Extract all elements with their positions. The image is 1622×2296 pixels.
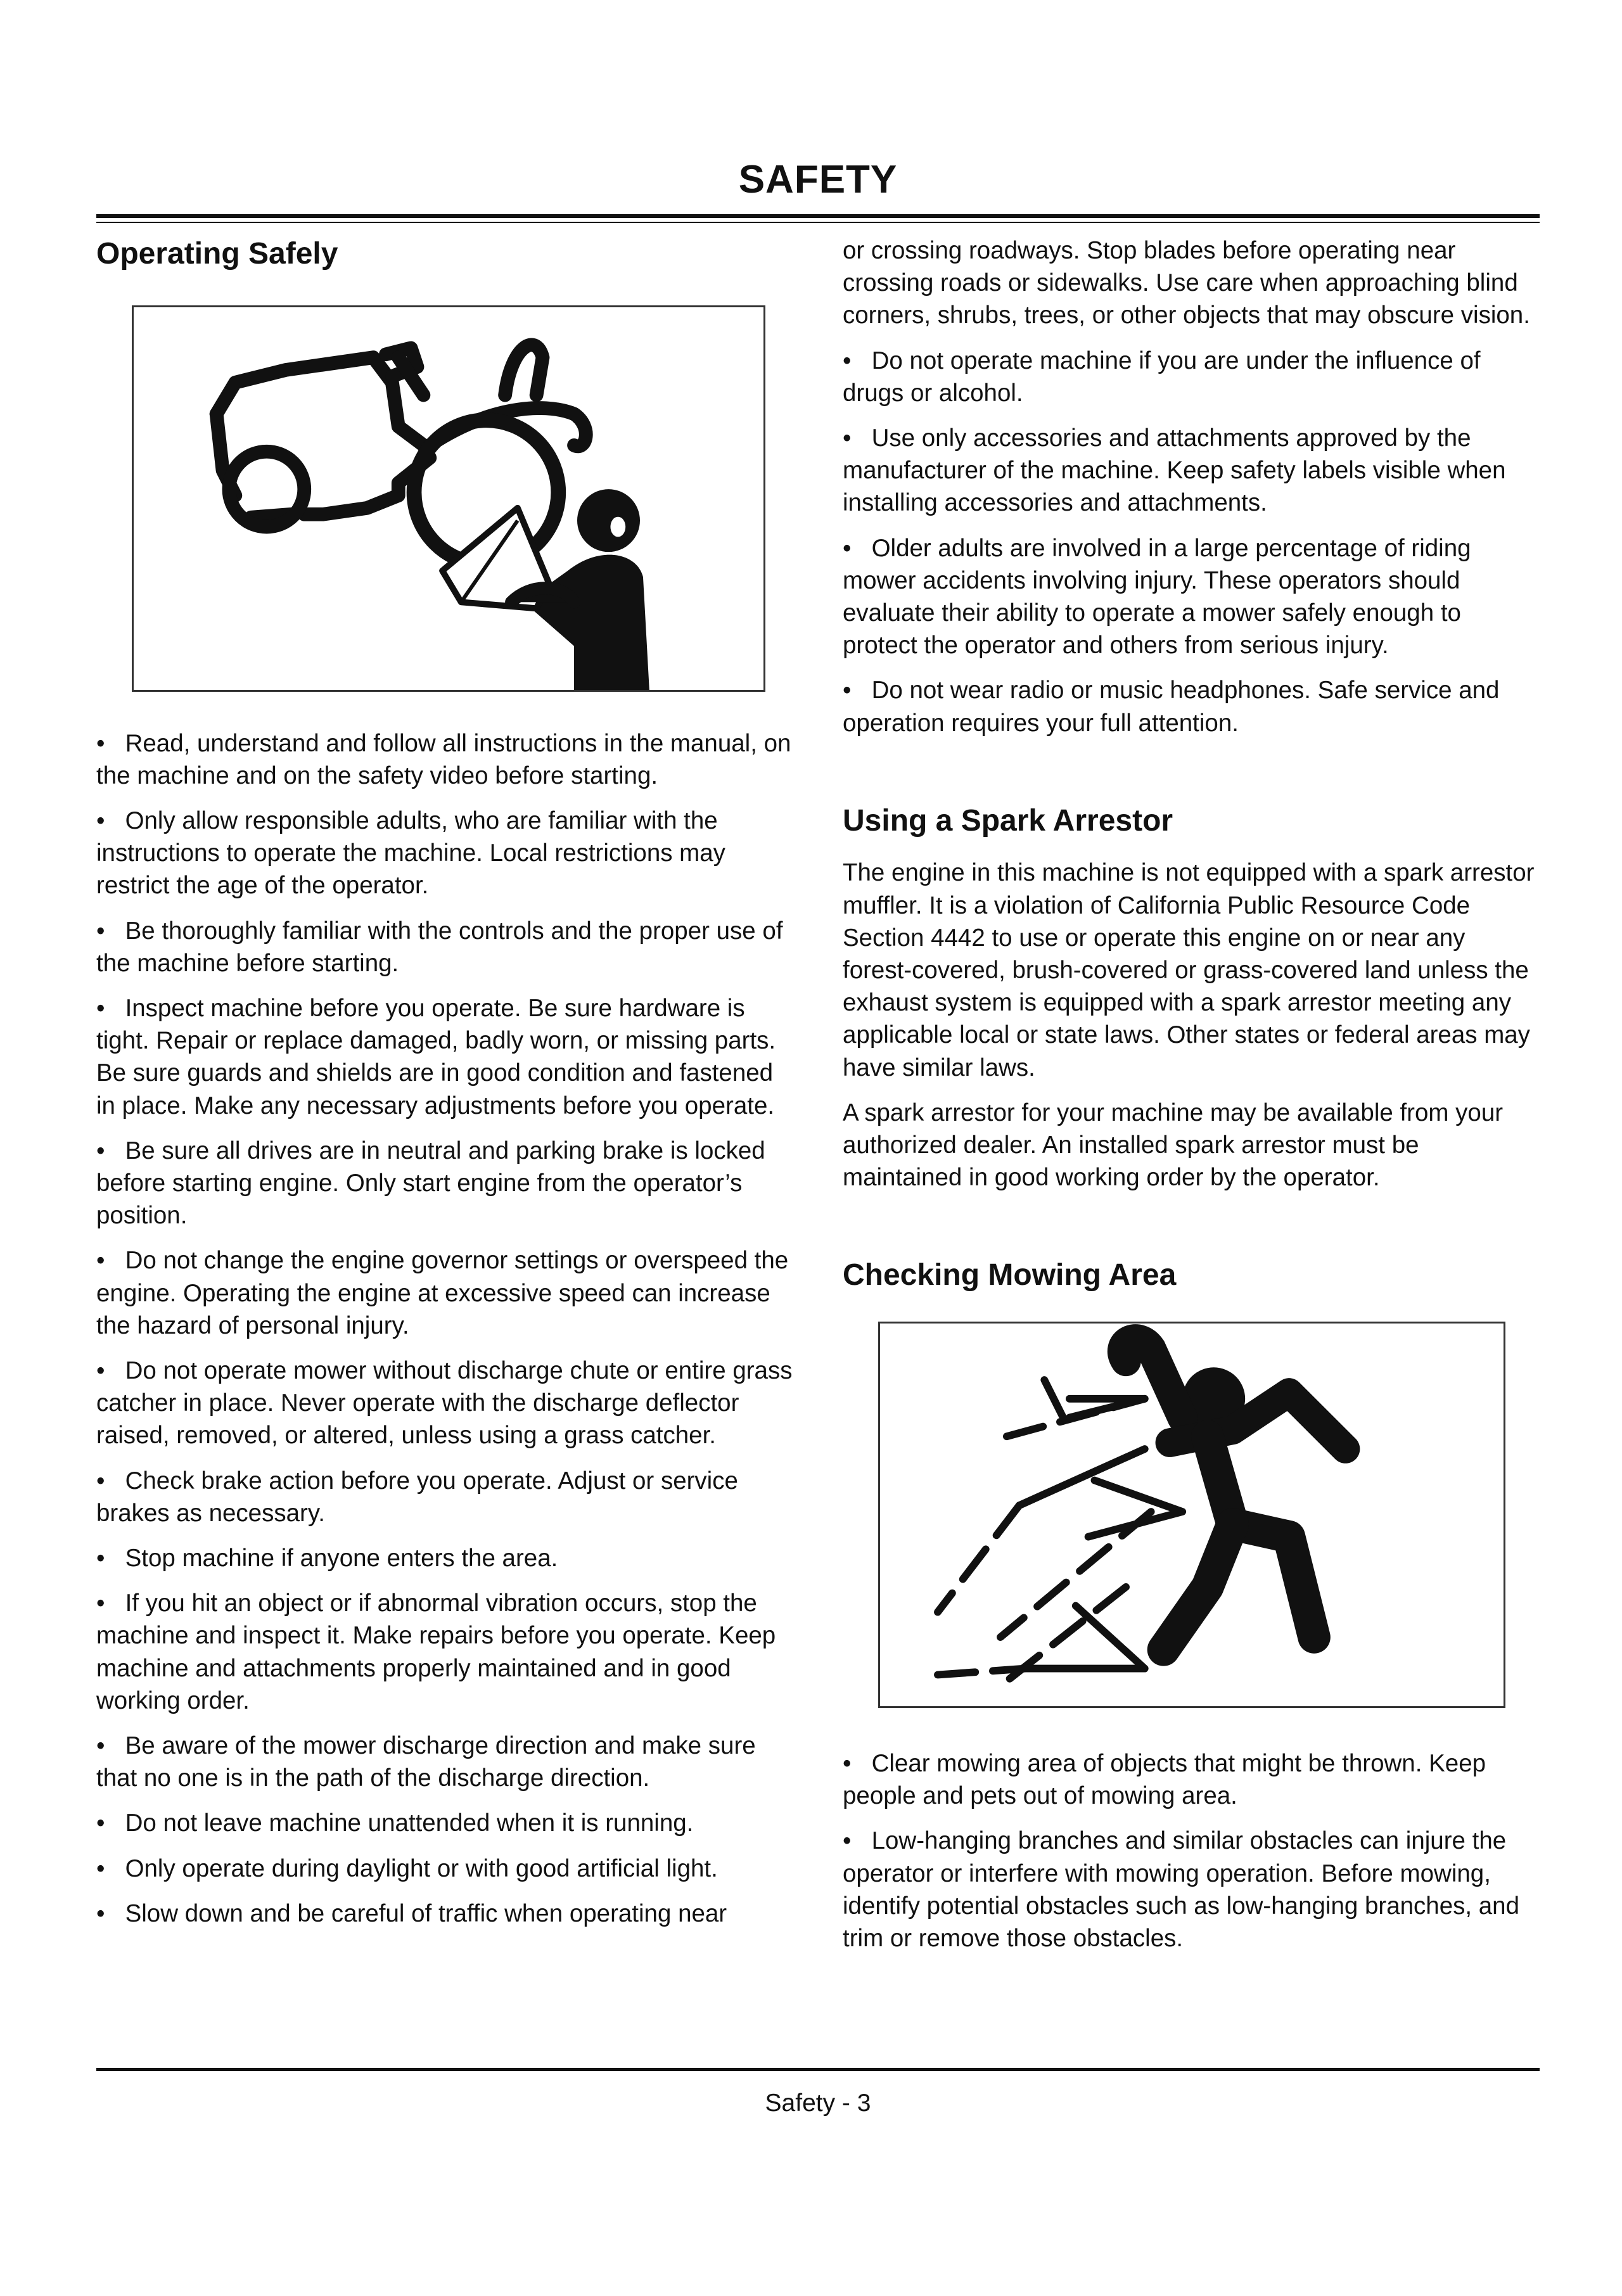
spark-arrestor-heading: Using a Spark Arrestor xyxy=(843,803,1173,838)
bullet-slow-down: • Slow down and be careful of traffic when operating near xyxy=(96,1897,793,1930)
bullet-stop-machine: • Stop machine if anyone enters the area. xyxy=(96,1542,793,1574)
operating-safely-heading: Operating Safely xyxy=(96,237,338,271)
bullet-read-instructions: • Read, understand and follow all instructions in the manual, on the machine and on the safety video before starting. xyxy=(96,727,793,792)
page-title: SAFETY xyxy=(738,158,898,201)
continued-paragraph: or crossing roadways. Stop blades before operating near crossing roads or sidewalks. Use care when approaching blind corners, shrubs, trees, or other objects that may obscure vision. xyxy=(843,237,1530,329)
bullet-clear-mowing-area: • Clear mowing area of objects that might be thrown. Keep people and pets out of mowing area. xyxy=(843,1747,1540,1812)
bullet-governor-settings: • Do not change the engine governor settings or overspeed the engine. Operating the engine at excessive speed can increase the hazard of personal injury. xyxy=(96,1244,793,1342)
header-rule-thick xyxy=(96,214,1540,218)
bullet-unattended: • Do not leave machine unattended when it is running. xyxy=(96,1807,793,1839)
page-number: Safety - 3 xyxy=(765,2089,871,2117)
bullet-daylight: • Only operate during daylight or with good artificial light. xyxy=(96,1853,793,1885)
bullet-older-adults: • Older adults are involved in a large percentage of riding mower accidents involving injury. These operators should evaluate their ability to operate a mower safely enough to protect the operator and others from serious injury. xyxy=(843,532,1540,662)
spark-paragraph-1: The engine in this machine is not equipped with a spark arrestor muffler. It is a violation of California Public Resource Code Section 4442 to use or operate this engine on or near any forest-covered, brush-covered or grass-covered land unless the exhaust system is equipped with a spark arrestor meeting any applicable local or state laws. Other states or federal areas may have similar laws. xyxy=(843,859,1535,1081)
bullet-approved-accessories: • Use only accessories and attachments approved by the manufacturer of the machine. Keep safety labels visible when installing accessories and attachments. xyxy=(843,422,1540,520)
spark-paragraph-2: A spark arrestor for your machine may be available from your authorized dealer. An installed spark arrestor must be maintained in good working order by the operator. xyxy=(843,1099,1504,1192)
bullet-responsible-adults: • Only allow responsible adults, who are familiar with the instructions to operate the machine. Local restrictions may restrict the age of the operator. xyxy=(96,805,793,902)
bullet-drugs-alcohol: • Do not operate machine if you are under the influence of drugs or alcohol. xyxy=(843,345,1540,409)
bullet-hit-object: • If you hit an object or if abnormal vibration occurs, stop the machine and inspect it. Make repairs before you operate. Keep machine and attachments properly maintained and in good working order. xyxy=(96,1587,793,1717)
bullet-headphones: • Do not wear radio or music headphones. Safe service and operation requires your full attention. xyxy=(843,674,1540,739)
operator-reading-manual-icon xyxy=(132,305,765,692)
bullet-discharge-chute: • Do not operate mower without discharge chute or entire grass catcher in place. Never operate with the discharge deflector raised, removed, or altered, unless using a grass catcher. xyxy=(96,1355,793,1452)
bullet-brake-action: • Check brake action before you operate. Adjust or service brakes as necessary. xyxy=(96,1465,793,1529)
checking-mowing-area-heading: Checking Mowing Area xyxy=(843,1258,1177,1292)
left-column xyxy=(96,234,793,1930)
footer-rule xyxy=(96,2068,1540,2071)
bullet-familiar-controls: • Be thoroughly familiar with the controls and the proper use of the machine before starting. xyxy=(96,915,793,979)
thrown-objects-hazard-icon xyxy=(878,1322,1505,1708)
bullet-low-hanging-branches: • Low-hanging branches and similar obstacles can injure the operator or interfere with mowing operation. Before mowing, identify potential obstacles such as low-hanging branches, and trim or remove those obstacles. xyxy=(843,1825,1540,1955)
bullet-discharge-direction: • Be aware of the mower discharge direction and make sure that no one is in the path of the discharge direction. xyxy=(96,1730,793,1794)
bullet-drives-neutral: • Be sure all drives are in neutral and parking brake is locked before starting engine. Only start engine from the operator’s position. xyxy=(96,1135,793,1232)
bullet-inspect-machine: • Inspect machine before you operate. Be sure hardware is tight. Repair or replace damaged, badly worn, or missing parts. Be sure guards and shields are in good condition and fastened in place. Make any necessary adjustments before you operate. xyxy=(96,992,793,1122)
header-rule-thin xyxy=(96,222,1540,223)
right-column xyxy=(843,234,1540,1955)
